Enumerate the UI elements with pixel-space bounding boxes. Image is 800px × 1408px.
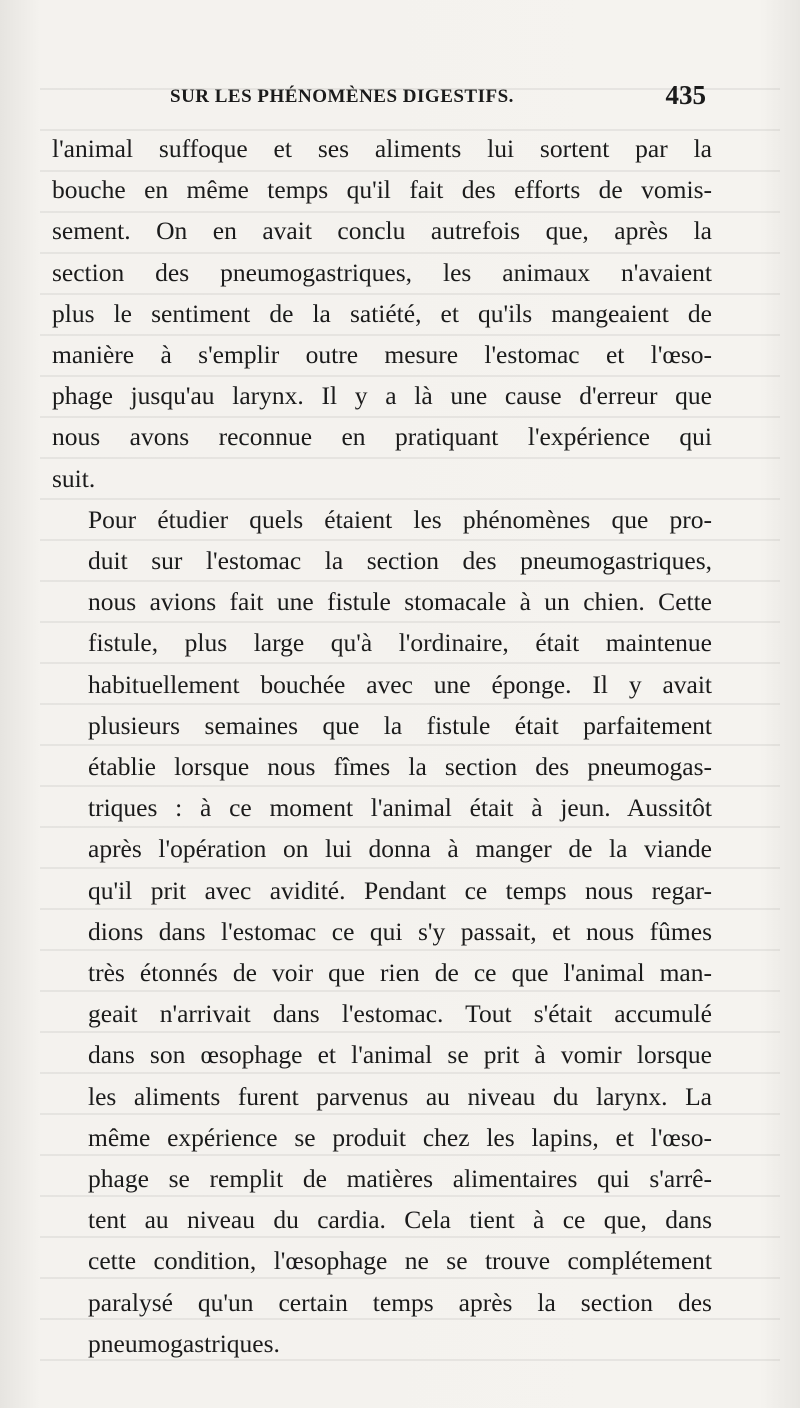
- page-number: 435: [665, 80, 706, 110]
- text-line: plus le sentiment de la satiété, et qu'ils mangeaient de: [52, 298, 712, 328]
- text-line: geait n'arrivait dans l'estomac. Tout s'était accumulé: [88, 999, 712, 1029]
- text-line: nous avons reconnue en pratiquant l'expérience qui: [52, 422, 712, 452]
- text-line: bouche en même temps qu'il fait des efforts de vomis-: [52, 175, 712, 205]
- running-title: SUR LES PHÉNOMÈNES DIGESTIFS.: [170, 86, 514, 107]
- text-line: section des pneumogastriques, les animaux n'avaient: [52, 257, 712, 287]
- text-line: sement. On en avait conclu autrefois que, après la: [52, 216, 712, 246]
- text-line: Pour étudier quels étaient les phénomènes que pro-: [88, 504, 712, 534]
- text-line: dions dans l'estomac ce qui s'y passait, et nous fûmes: [88, 916, 712, 946]
- paragraph-2: [52, 499, 712, 1364]
- text-line: plusieurs semaines que la fistule était parfaitement: [88, 710, 712, 740]
- text-line: fistule, plus large qu'à l'ordinaire, était maintenue: [88, 628, 712, 658]
- text-line: nous avions fait une fistule stomacale à un chien. Cette: [88, 587, 712, 617]
- paragraph-1: [52, 128, 712, 499]
- text-line: phage se remplit de matières alimentaires qui s'arrê-: [88, 1164, 712, 1194]
- text-line: manière à s'emplir outre mesure l'estomac et l'œso-: [52, 340, 712, 370]
- text-line: phage jusqu'au larynx. Il y a là une cause d'erreur que: [52, 381, 712, 411]
- text-line: même expérience se produit chez les lapins, et l'œso-: [88, 1122, 712, 1152]
- text-line: suit.: [52, 463, 96, 493]
- page-header: [56, 82, 706, 116]
- text-line: tent au niveau du cardia. Cela tient à ce que, dans: [88, 1205, 712, 1235]
- text-line: après l'opération on lui donna à manger de la viande: [88, 834, 712, 864]
- text-line: pneumogastriques.: [88, 1328, 280, 1358]
- body-text: [52, 128, 712, 1364]
- text-line: établie lorsque nous fîmes la section des pneumogas-: [88, 752, 712, 782]
- text-line: paralysé qu'un certain temps après la section des: [88, 1287, 712, 1317]
- text-line: l'animal suffoque et ses aliments lui sortent par la: [52, 134, 712, 163]
- text-line: dans son œsophage et l'animal se prit à vomir lorsque: [88, 1040, 712, 1070]
- text-line: les aliments furent parvenus au niveau du larynx. La: [88, 1081, 712, 1111]
- text-line: très étonnés de voir que rien de ce que l'animal man-: [88, 958, 712, 988]
- text-line: cette condition, l'œsophage ne se trouve complétement: [88, 1246, 712, 1276]
- text-line: habituellement bouchée avec une éponge. Il y avait: [88, 669, 712, 699]
- text-line: triques : à ce moment l'animal était à jeun. Aussitôt: [88, 793, 712, 823]
- text-line: qu'il prit avec avidité. Pendant ce temps nous regar-: [88, 875, 712, 905]
- text-line: duit sur l'estomac la section des pneumogastriques,: [88, 546, 712, 576]
